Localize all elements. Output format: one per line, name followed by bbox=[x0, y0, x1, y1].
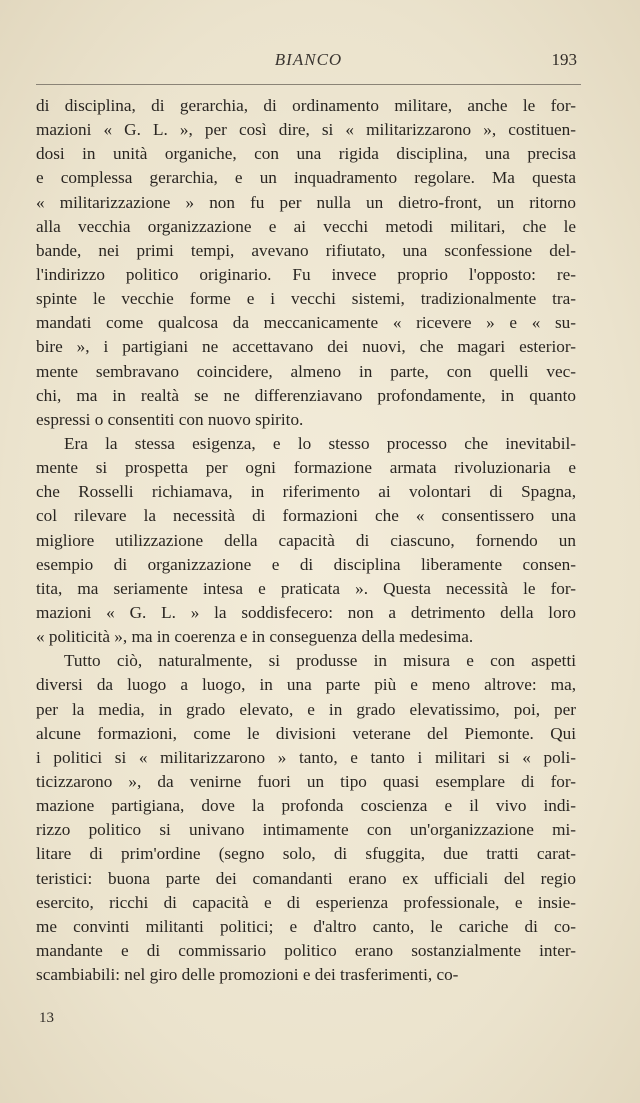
text-line: teristici: buona parte dei comandanti erano ex ufficiali del regio bbox=[36, 868, 576, 888]
paragraph bbox=[36, 649, 576, 987]
text-line: mazioni « G. L. », per così dire, si « militarizzarono », costituen- bbox=[36, 120, 576, 140]
text-line: me convinti militanti politici; e d'altro canto, le cariche di co- bbox=[36, 916, 576, 936]
text-line: bande, nei primi tempi, avevano rifiutato, una sconfessione del- bbox=[36, 240, 576, 260]
text-line: i politici si « militarizzarono » tanto, e tanto i militari si « poli- bbox=[36, 747, 576, 767]
text-line: mandati come qualcosa da meccanicamente « ricevere » e « su- bbox=[36, 313, 576, 333]
page-header bbox=[36, 50, 581, 74]
text-line: esercito, ricchi di capacità e di esperienza professionale, e insie- bbox=[36, 892, 576, 912]
text-line: e complessa gerarchia, e un inquadramento regolare. Ma questa bbox=[36, 168, 576, 188]
text-line: mandante e di commissario politico erano sostanzialmente inter- bbox=[36, 940, 576, 960]
body-text bbox=[36, 94, 576, 987]
text-line: migliore utilizzazione della capacità di ciascuno, fornendo un bbox=[36, 530, 576, 550]
text-line: diversi da luogo a luogo, in una parte più e meno altrove: ma, bbox=[36, 675, 576, 695]
text-line: esempio di organizzazione e di disciplina liberamente consen- bbox=[36, 554, 576, 574]
text-line: col rilevare la necessità di formazioni che « consentissero una bbox=[36, 506, 576, 526]
paragraph bbox=[36, 432, 576, 649]
text-line: espressi o consentiti con nuovo spirito. bbox=[36, 409, 304, 429]
text-line: scambiabili: nel giro delle promozioni e dei trasferimenti, co- bbox=[36, 965, 459, 985]
text-line: tita, ma seriamente intesa e praticata ». Questa necessità le for- bbox=[36, 578, 576, 598]
text-line: chi, ma in realtà se ne differenziavano profondamente, in quanto bbox=[36, 385, 576, 405]
text-line: dosi in unità organiche, con una rigida disciplina, una precisa bbox=[36, 144, 576, 164]
text-line: mente sembravano coincidere, almeno in parte, con quelli vec- bbox=[36, 361, 576, 381]
paragraph bbox=[36, 94, 576, 432]
signature-mark: 13 bbox=[39, 1010, 54, 1026]
text-line: ticizzarono », da venirne fuori un tipo quasi esemplare di for- bbox=[36, 771, 576, 791]
text-line: alla vecchia organizzazione e ai vecchi metodi militari, che le bbox=[36, 216, 576, 236]
text-line: litare di prim'ordine (segno solo, di sfuggita, due tratti carat- bbox=[36, 844, 576, 864]
text-line: che Rosselli richiamava, in riferimento ai volontari di Spagna, bbox=[36, 482, 576, 502]
text-line: mente si prospetta per ogni formazione armata rivoluzionaria e bbox=[36, 458, 576, 478]
text-line: « politicità », ma in coerenza e in conseguenza della medesima. bbox=[36, 627, 474, 647]
running-title: BIANCO bbox=[274, 50, 343, 69]
text-line: bire », i partigiani ne accettavano dei nuovi, che magari esterior- bbox=[36, 337, 576, 357]
text-line: mazione partigiana, dove la profonda coscienza e il vivo indi- bbox=[36, 796, 576, 816]
header-rule bbox=[36, 84, 581, 85]
page-number: 193 bbox=[551, 50, 577, 69]
text-line: alcune formazioni, come le divisioni veterane del Piemonte. Qui bbox=[36, 723, 576, 743]
text-line: « militarizzazione » non fu per nulla un dietro-front, un ritorno bbox=[36, 192, 576, 212]
text-line: rizzo politico si univano intimamente con un'organizzazione mi- bbox=[36, 820, 576, 840]
text-line: spinte le vecchie forme e i vecchi sistemi, tradizionalmente tra- bbox=[36, 289, 576, 309]
text-line: di disciplina, di gerarchia, di ordinamento militare, anche le for- bbox=[36, 96, 576, 115]
text-line: mazioni « G. L. » la soddisfecero: non a detrimento della loro bbox=[36, 602, 576, 622]
text-line: Tutto ciò, naturalmente, si produsse in misura e con aspetti bbox=[64, 651, 576, 671]
text-line: l'indirizzo politico originario. Fu invece proprio l'opposto: re- bbox=[36, 264, 576, 284]
text-line: per la media, in grado elevato, e in grado elevatissimo, poi, per bbox=[36, 699, 576, 719]
text-line: Era la stessa esigenza, e lo stesso processo che inevitabil- bbox=[64, 433, 576, 453]
